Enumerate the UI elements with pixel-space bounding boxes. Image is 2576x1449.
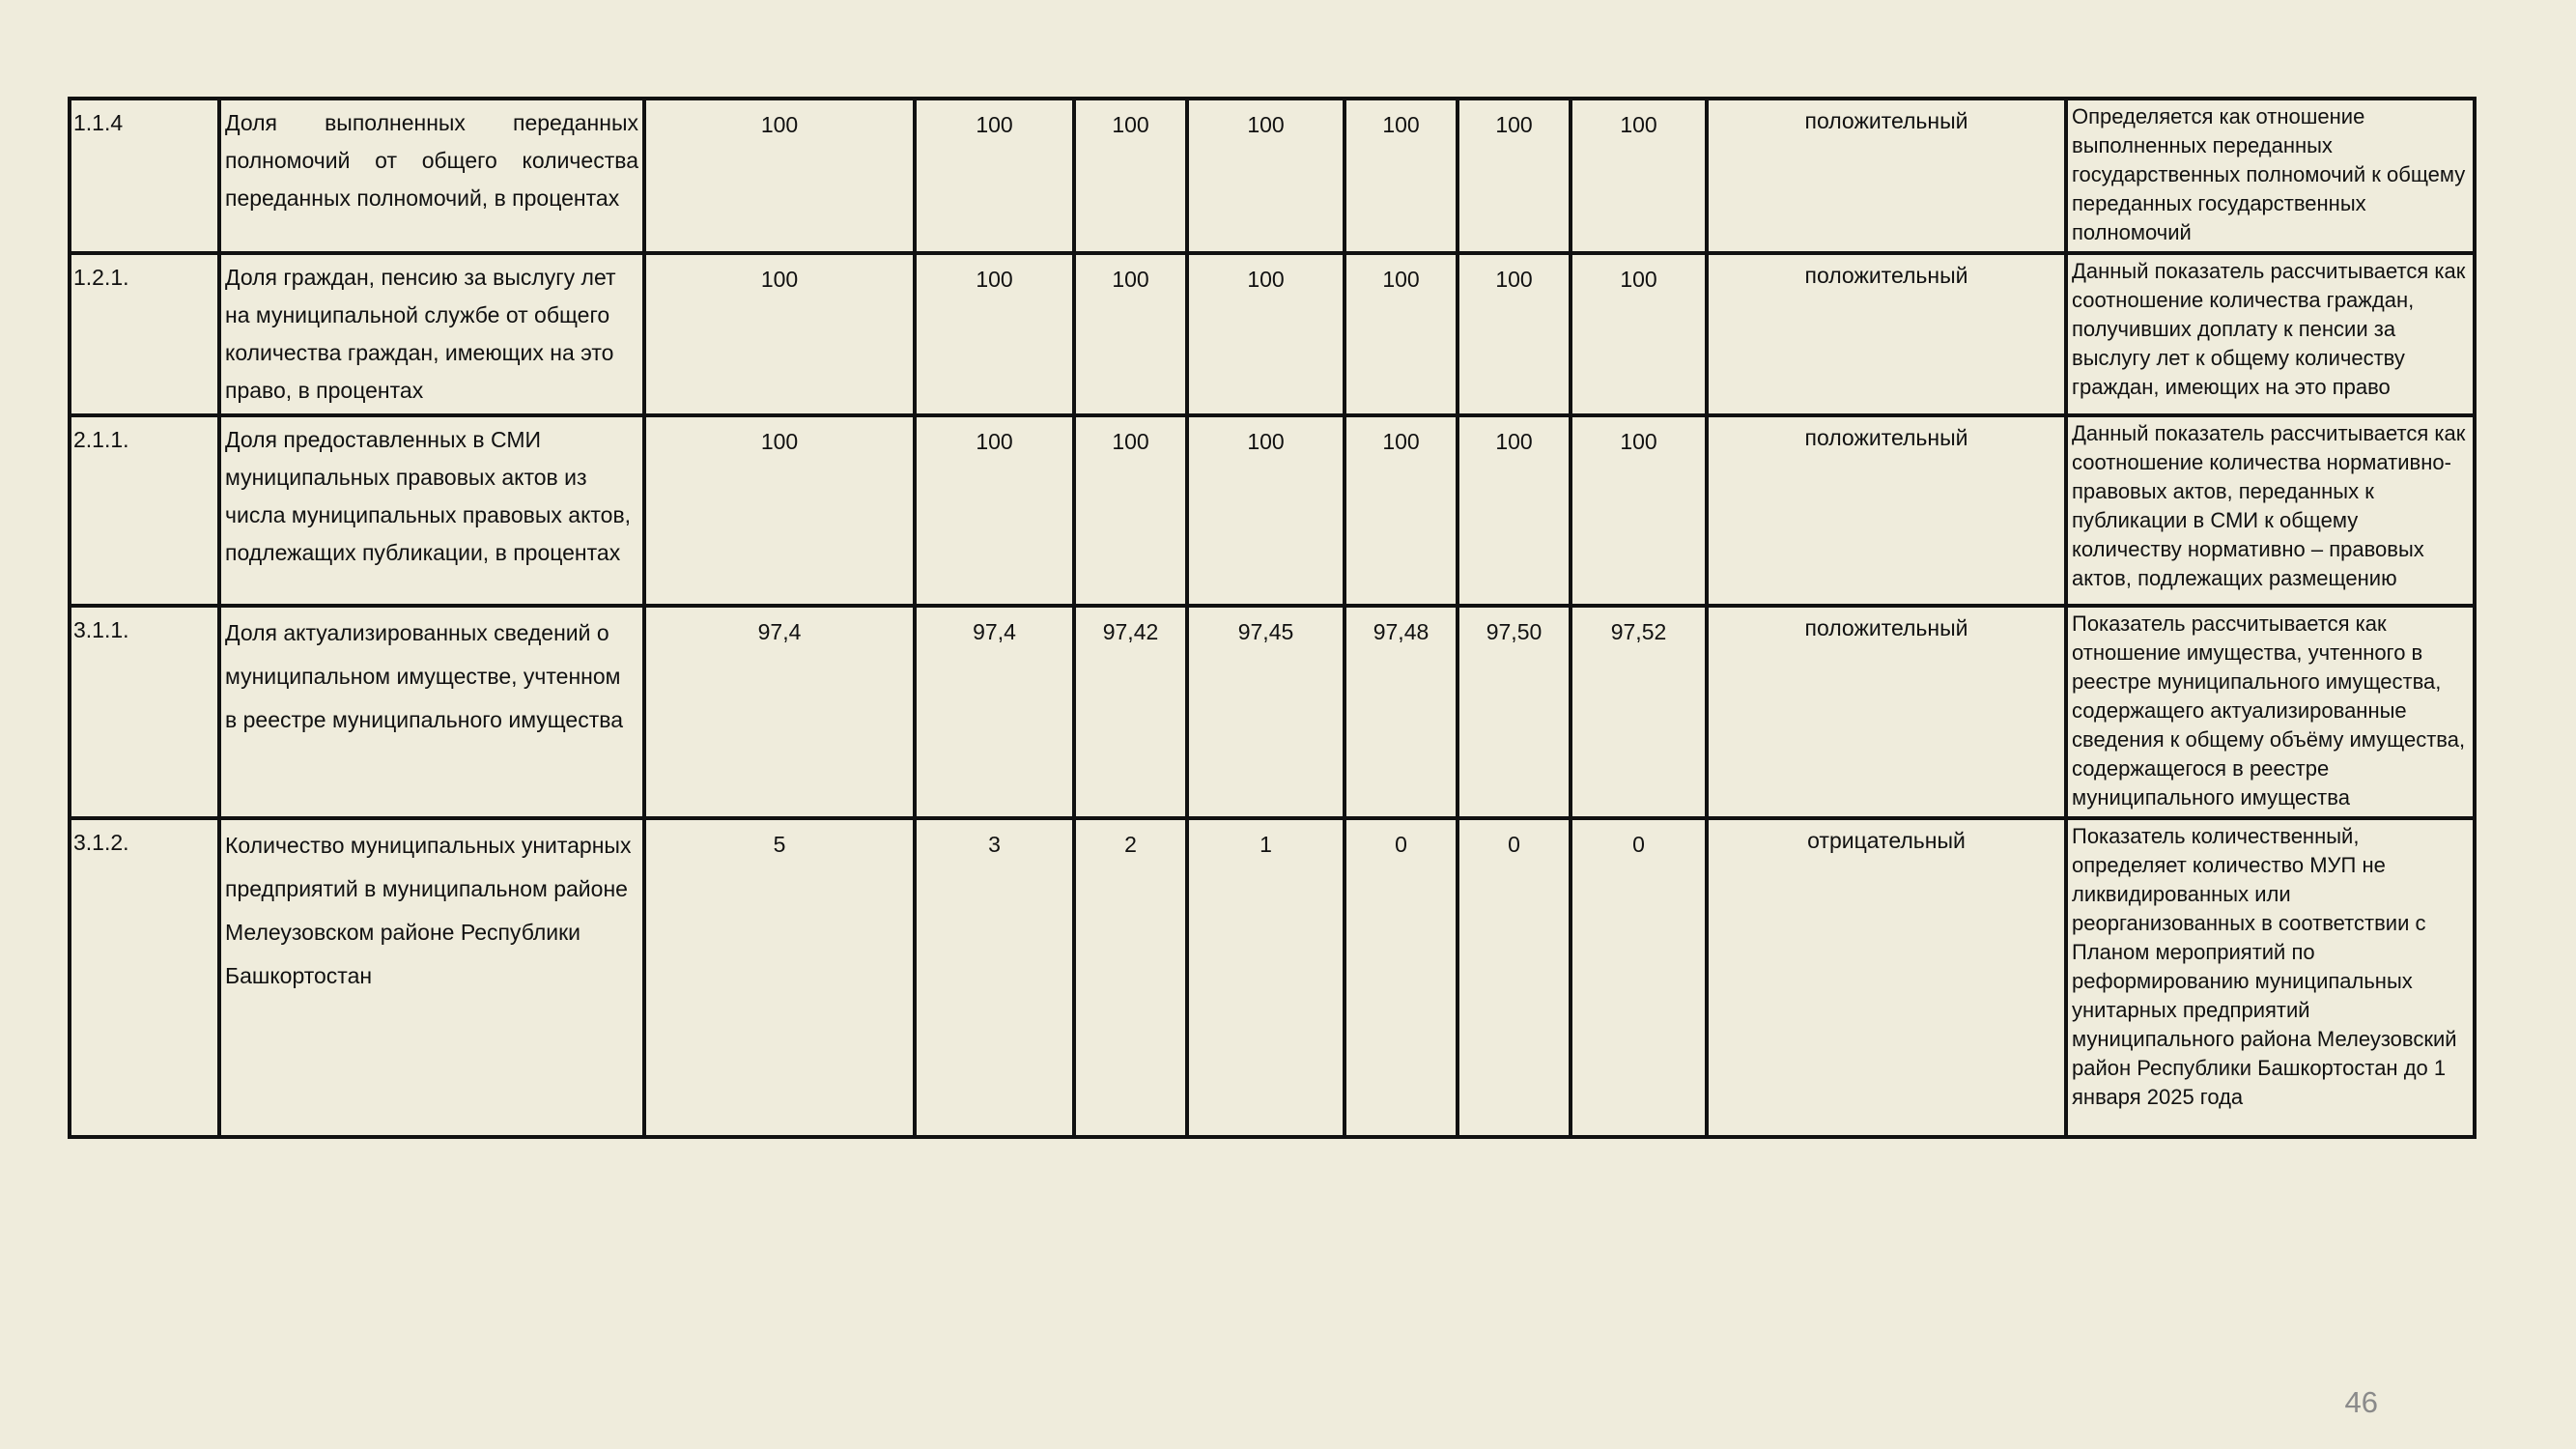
indicator-name: Доля актуализированных сведений о муниципальном имуществе, учтенном в реестре муниципального имущества [219,606,644,818]
value-cell: 5 [644,818,915,1137]
table-row [70,415,2475,606]
table-row [70,606,2475,818]
description-cell: Определяется как отношение выполненных переданных государственных полномочий к общему переданных государственных полномочий [2066,99,2475,253]
description-cell: Данный показатель рассчитывается как соотношение количества нормативно-правовых актов, переданных к публикации в СМИ к общему количеству нормативно – правовых актов, подлежащих размещению [2066,415,2475,606]
direction-cell: положительный [1707,415,2066,606]
table-row [70,99,2475,253]
value-cell: 100 [1074,253,1187,415]
value-cell: 100 [1345,253,1458,415]
value-cell: 0 [1458,818,1571,1137]
value-cell: 3 [915,818,1074,1137]
value-cell: 97,52 [1571,606,1707,818]
row-code: 3.1.1. [70,606,219,818]
indicators-table [68,97,2477,1139]
value-cell: 100 [1458,253,1571,415]
direction-cell: отрицательный [1707,818,2066,1137]
value-cell: 100 [1571,99,1707,253]
value-cell: 100 [915,253,1074,415]
value-cell: 100 [915,415,1074,606]
value-cell: 100 [1345,415,1458,606]
value-cell: 100 [1187,99,1345,253]
value-cell: 100 [1074,99,1187,253]
row-code: 1.1.4 [70,99,219,253]
direction-cell: положительный [1707,99,2066,253]
value-cell: 0 [1571,818,1707,1137]
description-cell: Данный показатель рассчитывается как соотношение количества граждан, получивших доплату к пенсии за выслугу лет к общему количеству граждан, имеющих на это право [2066,253,2475,415]
value-cell: 100 [1074,415,1187,606]
value-cell: 97,4 [644,606,915,818]
description-cell: Показатель рассчитывается как отношение имущества, учтенного в реестре муниципального имущества, содержащего актуализированные сведения к общему объёму имущества, содержащегося в реестре муниципального имущества [2066,606,2475,818]
indicator-name: Количество муниципальных унитарных предприятий в муниципальном районе Мелеузовском районе Республики Башкортостан [219,818,644,1137]
value-cell: 100 [1458,415,1571,606]
value-cell: 97,48 [1345,606,1458,818]
row-code: 2.1.1. [70,415,219,606]
value-cell: 100 [1345,99,1458,253]
value-cell: 100 [1458,99,1571,253]
indicator-name: Доля предоставленных в СМИ муниципальных правовых актов из числа муниципальных правовых актов, подлежащих публикации, в процентах [219,415,644,606]
value-cell: 97,45 [1187,606,1345,818]
value-cell: 100 [1571,415,1707,606]
value-cell: 2 [1074,818,1187,1137]
page-number: 46 [2344,1385,2378,1419]
value-cell: 0 [1345,818,1458,1137]
value-cell: 1 [1187,818,1345,1137]
table-row [70,818,2475,1137]
value-cell: 100 [644,253,915,415]
value-cell: 100 [1571,253,1707,415]
direction-cell: положительный [1707,253,2066,415]
indicator-name: Доля выполненных переданных полномочий от общего количества переданных полномочий, в процентах [219,99,644,253]
value-cell: 100 [1187,415,1345,606]
indicator-name: Доля граждан, пенсию за выслугу лет на муниципальной службе от общего количества граждан, имеющих на это право, в процентах [219,253,644,415]
table-row [70,253,2475,415]
description-cell: Показатель количественный, определяет количество МУП не ликвидированных или реорганизованных в соответствии с Планом мероприятий по реформированию муниципальных унитарных предприятий муниципального района Мелеузовский район Республики Башкортостан до 1 января 2025 года [2066,818,2475,1137]
direction-cell: положительный [1707,606,2066,818]
value-cell: 97,4 [915,606,1074,818]
value-cell: 100 [644,415,915,606]
row-code: 1.2.1. [70,253,219,415]
value-cell: 100 [915,99,1074,253]
value-cell: 97,50 [1458,606,1571,818]
value-cell: 97,42 [1074,606,1187,818]
row-code: 3.1.2. [70,818,219,1137]
value-cell: 100 [644,99,915,253]
value-cell: 100 [1187,253,1345,415]
